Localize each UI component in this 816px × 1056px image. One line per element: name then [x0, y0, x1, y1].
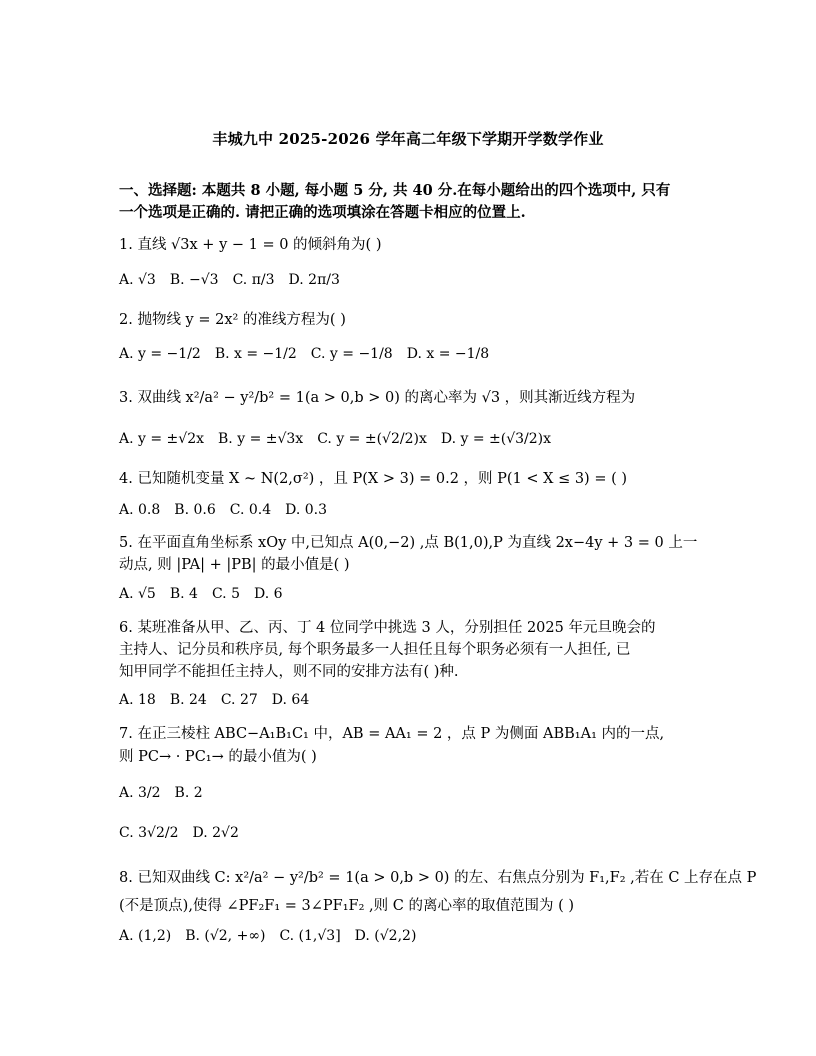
q5-option-a: A. √5 [119, 586, 156, 602]
q7-option-c: C. 3√2/2 [119, 825, 179, 841]
question-1-options [119, 272, 340, 288]
question-4-stem: 4. 已知随机变量 X ~ N(2,σ²) ，且 P(X > 3) = 0.2 ，则 P(1 < X ≤ 3) = ( ) [119, 471, 628, 487]
q3-option-d: D. y = ±(√3/2)x [440, 431, 552, 447]
question-4-options [119, 502, 327, 518]
question-5-options [119, 586, 283, 602]
question-5-stem-line1: 5. 在平面直角坐标系 xOy 中,已知点 A(0,−2) ,点 B(1,0),P 为直线 2x−4y + 3 = 0 上一 [119, 535, 698, 551]
question-6-stem-line3: 知甲同学不能担任主持人，则不同的安排方法有( )种. [119, 664, 459, 680]
q6-option-a: A. 18 [119, 692, 156, 708]
q1-option-a: A. √3 [119, 272, 156, 288]
q6-option-c: C. 27 [220, 692, 258, 708]
q2-option-c: C. y = −1/8 [310, 346, 393, 362]
question-6-options [119, 692, 309, 708]
question-7-stem-line1: 7. 在正三棱柱 ABC−A₁B₁C₁ 中，AB = AA₁ = 2 ，点 P 为侧面 ABB₁A₁ 内的一点, [119, 726, 665, 742]
section-instruction-line1: 一、选择题: 本题共 8 小题, 每小题 5 分, 共 40 分.在每小题给出的四个选项中, 只有 [119, 182, 671, 199]
question-7-options-row1 [119, 785, 203, 801]
question-8-stem-line2: (不是顶点),使得 ∠PF₂F₁ = 3∠PF₁F₂ ,则 C 的离心率的取值范围为 ( ) [119, 898, 574, 914]
q1-option-d: D. 2π/3 [288, 272, 340, 288]
question-3-stem: 3. 双曲线 x²/a² − y²/b² = 1(a > 0,b > 0) 的离心率为 √3 ，则其渐近线方程为 [119, 390, 636, 406]
q8-option-c: C. (1,√3] [279, 928, 341, 944]
q1-option-c: C. π/3 [232, 272, 275, 288]
q2-option-b: B. x = −1/2 [214, 346, 297, 362]
q3-option-a: A. y = ±√2x [119, 431, 205, 447]
question-1-stem: 1. 直线 √3x + y − 1 = 0 的倾斜角为( ) [119, 237, 382, 253]
q4-option-c: C. 0.4 [229, 502, 272, 518]
q5-option-c: C. 5 [211, 586, 240, 602]
q4-option-b: B. 0.6 [174, 502, 216, 518]
question-2-options [119, 346, 489, 362]
q8-option-d: D. (√2,2) [354, 928, 417, 944]
question-6-stem-line2: 主持人、记分员和秩序员, 每个职务最多一人担任且每个职务必须有一人担任, 已 [119, 642, 631, 658]
q3-option-b: B. y = ±√3x [218, 431, 304, 447]
q1-option-b: B. −√3 [169, 272, 219, 288]
q2-option-a: A. y = −1/2 [119, 346, 201, 362]
question-6-stem-line1: 6. 某班准备从甲、乙、丙、丁 4 位同学中挑选 3 人，分别担任 2025 年元旦晚会的 [119, 620, 656, 636]
question-2-stem: 2. 抛物线 y = 2x² 的准线方程为( ) [119, 312, 346, 328]
page-title: 丰城九中 2025-2026 学年高二年级下学期开学数学作业 [212, 130, 604, 148]
q6-option-b: B. 24 [169, 692, 207, 708]
q8-option-b: B. (√2, +∞) [185, 928, 266, 944]
q6-option-d: D. 64 [271, 692, 310, 708]
q3-option-c: C. y = ±(√2/2)x [317, 431, 427, 447]
q7-option-a: A. 3/2 [119, 785, 161, 801]
q4-option-a: A. 0.8 [119, 502, 161, 518]
q4-option-d: D. 0.3 [285, 502, 328, 518]
question-8-stem-line1: 8. 已知双曲线 C: x²/a² − y²/b² = 1(a > 0,b > 0) 的左、右焦点分别为 F₁,F₂ ,若在 C 上存在点 P [119, 870, 757, 886]
question-8-options [119, 928, 416, 944]
q5-option-b: B. 4 [169, 586, 198, 602]
q7-option-d: D. 2√2 [192, 825, 239, 841]
q8-option-a: A. (1,2) [119, 928, 172, 944]
question-3-options [119, 431, 551, 447]
q2-option-d: D. x = −1/8 [406, 346, 490, 362]
question-7-options-row2 [119, 825, 239, 841]
q5-option-d: D. 6 [253, 586, 283, 602]
question-7-stem-line2: 则 PC→ · PC₁→ 的最小值为( ) [119, 749, 317, 765]
q7-option-b: B. 2 [174, 785, 203, 801]
section-instruction-line2: 一个选项是正确的. 请把正确的选项填涂在答题卡相应的位置上. [119, 204, 526, 221]
question-5-stem-line2: 动点, 则 |PA| + |PB| 的最小值是( ) [119, 557, 350, 573]
